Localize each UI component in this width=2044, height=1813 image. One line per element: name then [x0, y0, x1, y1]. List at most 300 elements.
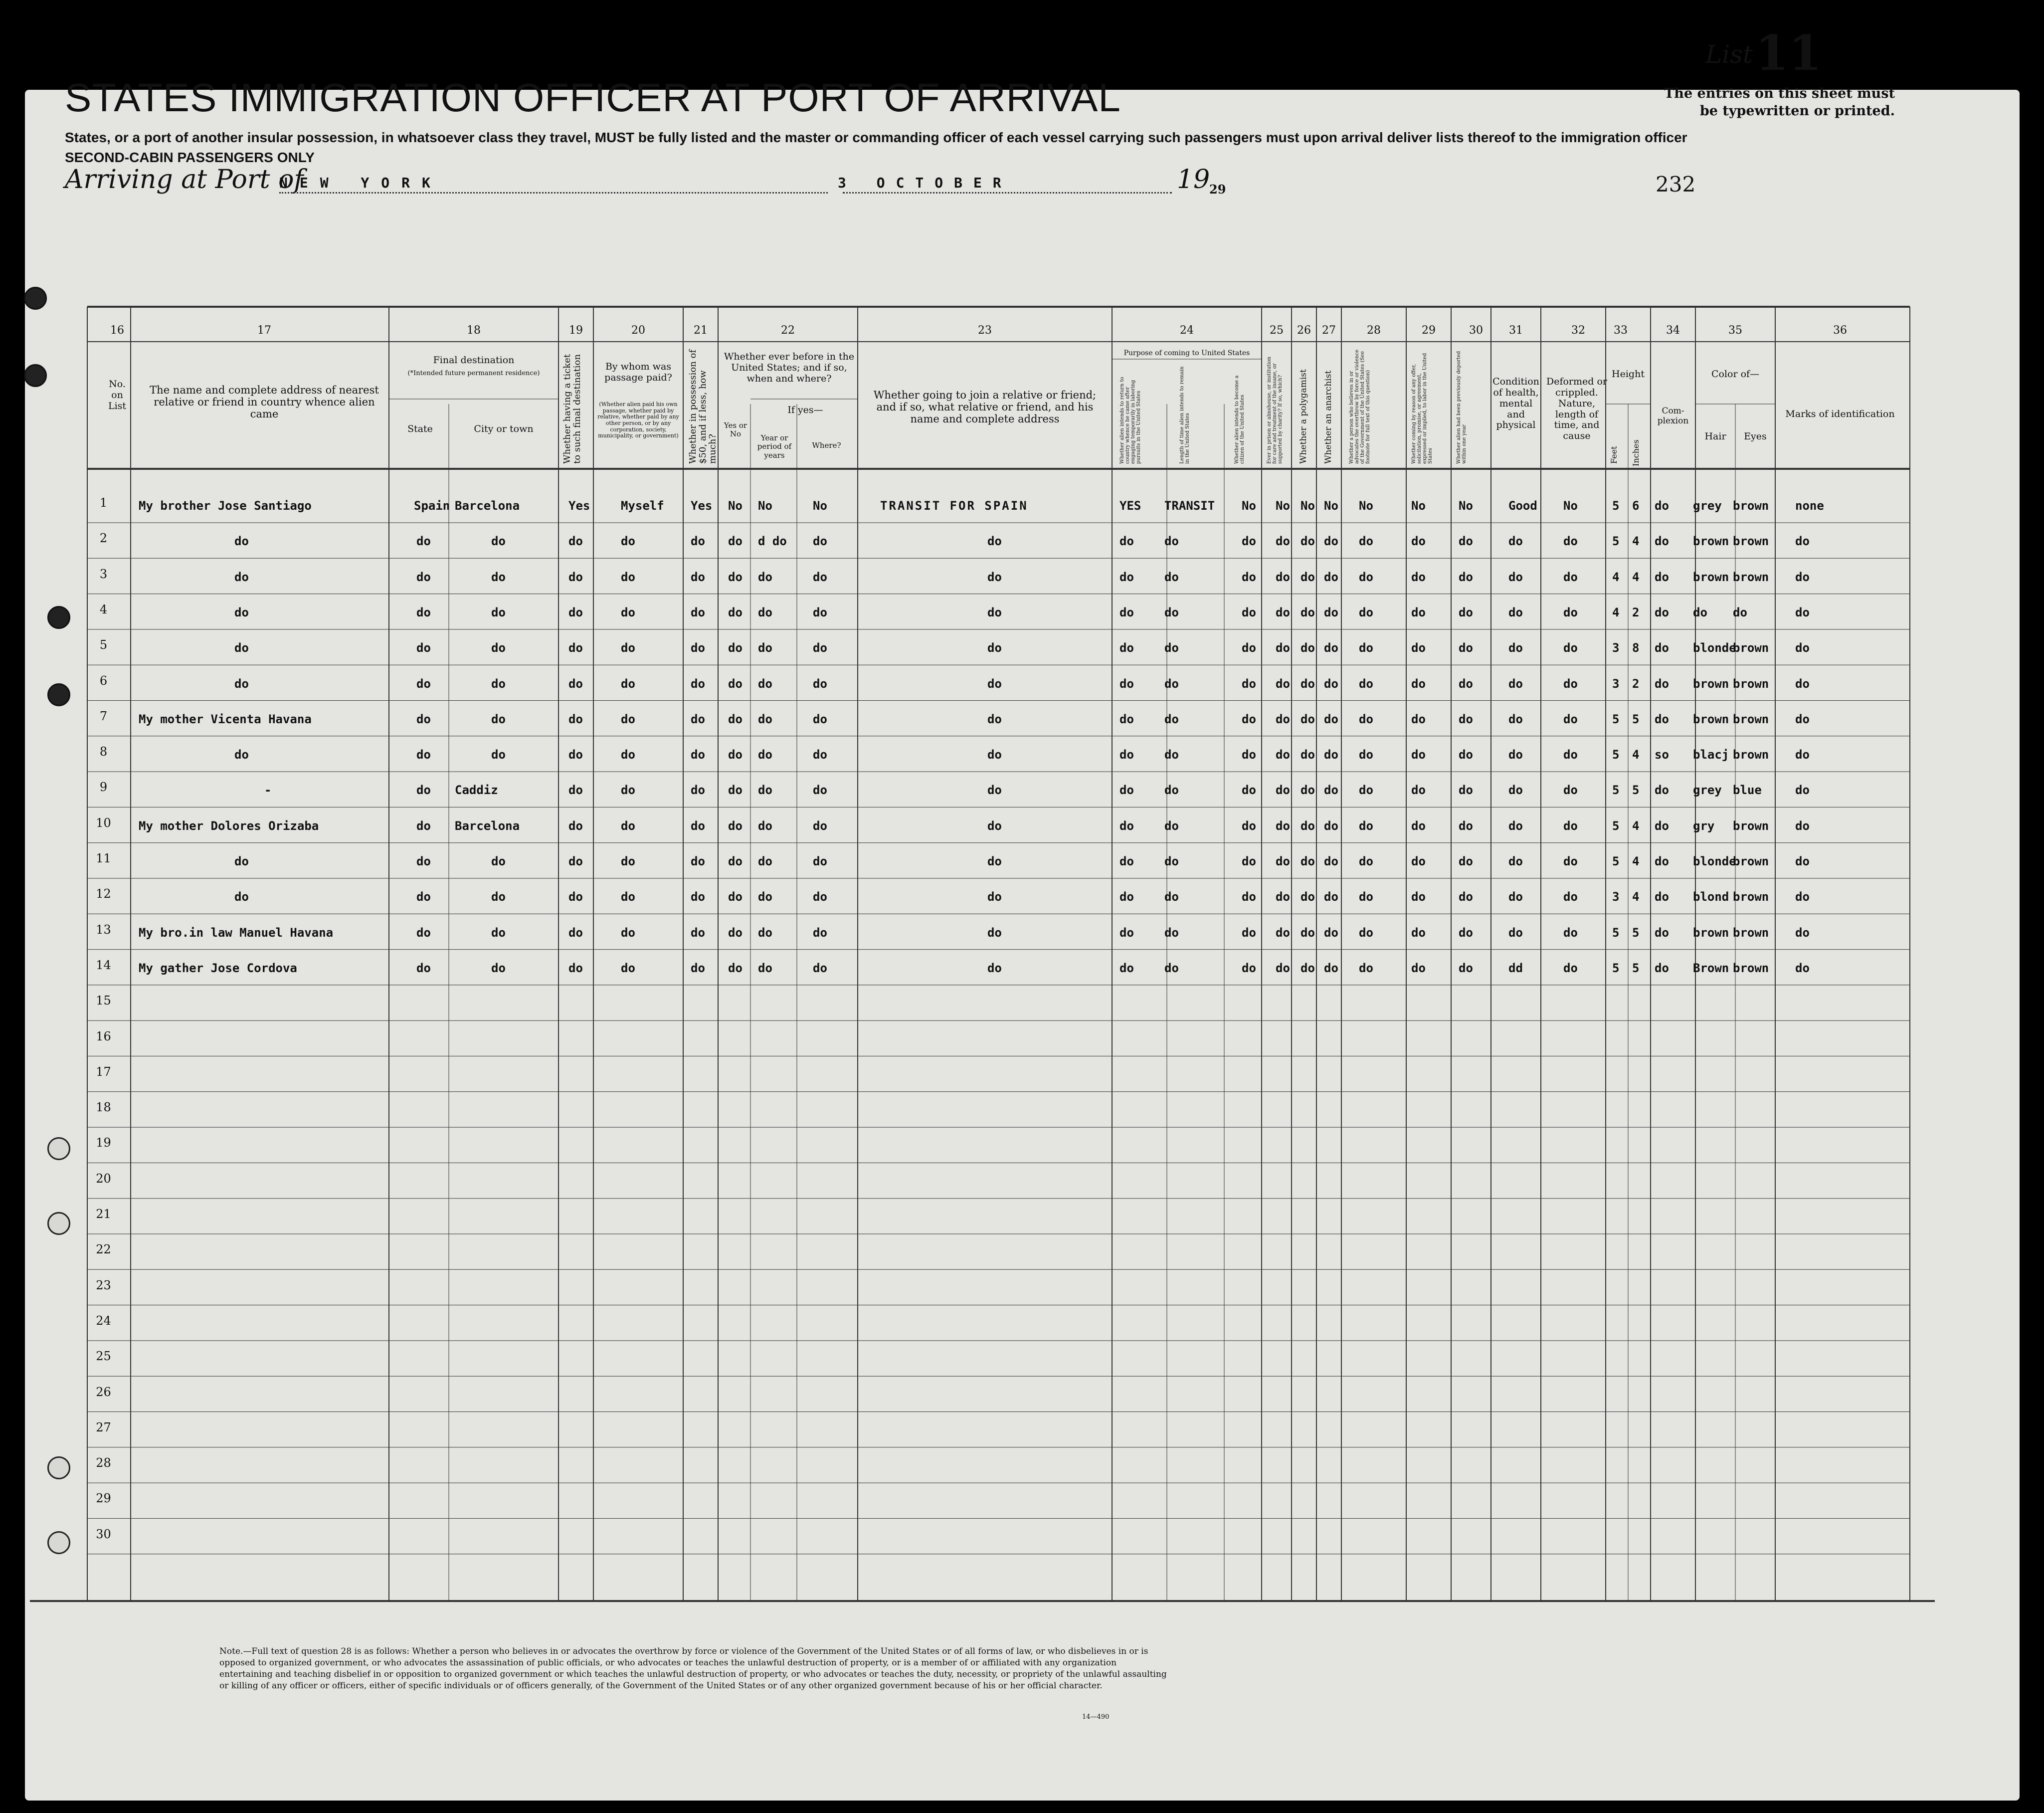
- cell-money: do: [691, 854, 705, 868]
- cell-city: Barcelona: [455, 499, 520, 513]
- cell-prison: do: [1276, 712, 1290, 726]
- cell-comp: do: [1655, 499, 1669, 513]
- header-eyes: Eyes: [1744, 431, 1767, 442]
- cell-prison: do: [1276, 925, 1290, 940]
- column-number: 17: [257, 324, 271, 337]
- cell-hair: grey: [1693, 783, 1722, 798]
- cell-rel: do: [234, 748, 249, 762]
- cell-anar: No: [1324, 499, 1338, 513]
- cell-hair: grey: [1693, 499, 1722, 513]
- cell-paid: do: [621, 854, 635, 868]
- header-complexion: Com- plexion: [1657, 406, 1689, 426]
- cell-money: do: [691, 641, 705, 655]
- cell-ft: 4: [1612, 605, 1620, 619]
- cell-q28: do: [1359, 712, 1373, 726]
- column-number: 27: [1322, 324, 1336, 337]
- cell-city: do: [491, 534, 506, 549]
- cell-p-c: do: [1242, 676, 1256, 691]
- cell-anar: do: [1324, 925, 1338, 940]
- row-number: 13: [96, 922, 111, 937]
- row-number: 17: [96, 1064, 111, 1079]
- cell-poly: do: [1301, 925, 1315, 940]
- cell-p-a: do: [1119, 961, 1134, 975]
- cell-p-b: do: [1164, 961, 1179, 975]
- footnote: Note.—Full text of question 28 is as follows: Whether a person who believes in or advocates the overthrow by force or violence of the Government of the United States or of all forms of law, or who disbelieves in or is opposed to organized government, or who advocates the assassination of public officials, or who advocates or teaches the unlawful destruction of property, or is a member of or affiliated with any organization entertaining and teaching disbelief in or opposition to organized government or which teaches the unlawful destruction of property, or who advocates or teaches the duty, necessity, or propriety of the unlawful assaulting or killing of any officer or officers, either of specific individuals or of officers generally, of the Government of the United States or of any other organized government because of his or her official character.: [219, 1646, 1167, 1691]
- cell-comp: do: [1655, 961, 1669, 975]
- cell-state: do: [416, 534, 431, 549]
- header-nearest-relative: The name and complete address of nearest relative or friend in country whence alien came: [150, 384, 379, 420]
- cell-city: do: [491, 641, 506, 655]
- date-value: 3 OCTOBER: [838, 175, 1012, 191]
- cell-ticket: do: [568, 890, 583, 904]
- column-number: 34: [1666, 324, 1680, 337]
- cell-b-where: do: [813, 818, 827, 833]
- cell-ft: 5: [1612, 818, 1620, 833]
- cell-ft: 4: [1612, 570, 1620, 584]
- header-marks: Marks of identification: [1785, 408, 1895, 419]
- header-color-of: Color of—: [1711, 369, 1760, 380]
- cell-paid: do: [621, 783, 635, 798]
- cell-state: do: [416, 748, 431, 762]
- cell-state: do: [416, 712, 431, 726]
- cell-eyes: brown: [1733, 925, 1769, 940]
- row-number: 4: [99, 602, 108, 616]
- row-number: 5: [99, 638, 108, 652]
- cell-health: do: [1508, 890, 1523, 904]
- cell-marks: do: [1795, 890, 1810, 904]
- cell-city: do: [491, 748, 506, 762]
- cell-b-yn: do: [728, 961, 743, 975]
- cell-eyes: brown: [1733, 676, 1769, 691]
- column-number: 22: [781, 324, 795, 337]
- cell-join: do: [987, 712, 1002, 726]
- cell-p-c: do: [1242, 854, 1256, 868]
- cell-eyes: brown: [1733, 534, 1769, 549]
- cell-deformed: do: [1563, 890, 1578, 904]
- cell-city: do: [491, 570, 506, 584]
- cell-health: do: [1508, 570, 1523, 584]
- cell-health: do: [1508, 783, 1523, 798]
- cell-in: 2: [1632, 605, 1640, 619]
- cell-q30: do: [1459, 925, 1473, 940]
- cell-q30: do: [1459, 605, 1473, 619]
- cell-ticket: do: [568, 534, 583, 549]
- cell-comp: do: [1655, 890, 1669, 904]
- cell-b-yn: do: [728, 783, 743, 798]
- cell-rel: do: [234, 676, 249, 691]
- cell-city: do: [491, 890, 506, 904]
- cell-in: 5: [1632, 712, 1640, 726]
- cell-paid: do: [621, 818, 635, 833]
- cell-p-a: do: [1119, 890, 1134, 904]
- cell-paid: do: [621, 676, 635, 691]
- cell-rel: do: [234, 605, 249, 619]
- column-number: 32: [1571, 324, 1585, 337]
- cell-rel: do: [234, 890, 249, 904]
- cell-p-a: do: [1119, 570, 1134, 584]
- cell-p-c: do: [1242, 818, 1256, 833]
- cell-ticket: do: [568, 818, 583, 833]
- cell-ticket: do: [568, 961, 583, 975]
- cell-rel: My brother Jose Santiago: [139, 499, 312, 513]
- cell-q30: No: [1459, 499, 1473, 513]
- cell-eyes: brown: [1733, 641, 1769, 655]
- cell-anar: do: [1324, 748, 1338, 762]
- cell-q30: do: [1459, 890, 1473, 904]
- cell-anar: do: [1324, 783, 1338, 798]
- cell-q30: do: [1459, 961, 1473, 975]
- cell-rel: My mother Vicenta Havana: [139, 712, 312, 726]
- cell-money: do: [691, 605, 705, 619]
- cell-ft: 3: [1612, 641, 1620, 655]
- cell-p-b: do: [1164, 890, 1179, 904]
- cell-rel: do: [234, 854, 249, 868]
- column-number: 35: [1728, 324, 1742, 337]
- cell-hair: do: [1693, 605, 1707, 619]
- column-number: 19: [569, 324, 583, 337]
- cell-join: do: [987, 676, 1002, 691]
- row-number: 12: [96, 887, 111, 901]
- column-number: 33: [1614, 324, 1628, 337]
- cell-ticket: do: [568, 676, 583, 691]
- cell-b-yr: do: [758, 890, 772, 904]
- cell-paid: do: [621, 605, 635, 619]
- cell-paid: do: [621, 748, 635, 762]
- cell-in: 5: [1632, 783, 1640, 798]
- cell-b-yn: do: [728, 854, 743, 868]
- cell-health: do: [1508, 641, 1523, 655]
- header-purpose: Purpose of coming to United States: [1123, 349, 1250, 357]
- cell-ft: 3: [1612, 676, 1620, 691]
- cell-paid: Myself: [621, 499, 664, 513]
- row-number: 8: [99, 745, 108, 759]
- cell-deformed: do: [1563, 818, 1578, 833]
- cell-eyes: brown: [1733, 818, 1769, 833]
- cell-city: do: [491, 605, 506, 619]
- header-yes-no: Yes or No: [724, 421, 747, 439]
- cell-city: Caddiz: [455, 783, 498, 798]
- cell-b-where: do: [813, 925, 827, 940]
- header-final-destination: Final destination: [433, 355, 515, 366]
- cell-ft: 5: [1612, 783, 1620, 798]
- row-number: 26: [96, 1385, 111, 1399]
- cell-anar: do: [1324, 676, 1338, 691]
- cell-poly: do: [1301, 818, 1315, 833]
- header-q30: Whether alien had been previously deported within one year: [1456, 351, 1467, 464]
- cell-in: 4: [1632, 534, 1640, 549]
- column-number: 25: [1270, 324, 1284, 337]
- cell-deformed: do: [1563, 570, 1578, 584]
- cell-state: do: [416, 961, 431, 975]
- cell-b-yr: do: [758, 641, 772, 655]
- header-prison: Ever in prison or almshouse, or institution for care and treatment of the insane, or supported by charity? If so, which?: [1267, 357, 1283, 464]
- header-hair: Hair: [1704, 431, 1726, 442]
- cell-p-a: do: [1119, 748, 1134, 762]
- cell-paid: do: [621, 961, 635, 975]
- row-number: 2: [99, 531, 108, 546]
- header-join-relative: Whether going to join a relative or friend; and if so, what relative or friend, and his name and complete address: [873, 389, 1097, 425]
- header-final-destination-note: (*Intended future permanent residence): [407, 370, 540, 377]
- cell-ticket: do: [568, 925, 583, 940]
- cell-join: do: [987, 534, 1002, 549]
- cell-p-a: YES: [1119, 499, 1141, 513]
- cell-q30: do: [1459, 534, 1473, 549]
- cell-ft: 5: [1612, 961, 1620, 975]
- row-number: 30: [96, 1527, 111, 1541]
- cell-p-b: do: [1164, 748, 1179, 762]
- arriving-label: Arriving at Port of: [65, 165, 304, 195]
- cell-q29: do: [1411, 748, 1426, 762]
- cell-in: 4: [1632, 854, 1640, 868]
- cell-deformed: do: [1563, 925, 1578, 940]
- cell-p-c: do: [1242, 570, 1256, 584]
- cell-q30: do: [1459, 783, 1473, 798]
- cell-p-b: TRANSIT: [1164, 499, 1215, 513]
- cell-p-c: do: [1242, 890, 1256, 904]
- cell-in: 8: [1632, 641, 1640, 655]
- cell-q28: do: [1359, 676, 1373, 691]
- cell-ft: 5: [1612, 499, 1620, 513]
- column-number: 31: [1509, 324, 1523, 337]
- cell-state: do: [416, 783, 431, 798]
- cell-join: do: [987, 641, 1002, 655]
- cell-p-a: do: [1119, 605, 1134, 619]
- cell-p-c: do: [1242, 534, 1256, 549]
- cell-rel: My mother Dolores Orizaba: [139, 818, 319, 833]
- cell-q28: do: [1359, 748, 1373, 762]
- column-number: 18: [467, 324, 481, 337]
- list-label: List: [1705, 40, 1753, 69]
- row-number: 16: [96, 1029, 111, 1043]
- column-number: 36: [1833, 324, 1847, 337]
- cell-join: do: [987, 818, 1002, 833]
- cell-prison: do: [1276, 570, 1290, 584]
- header-passage-paid: By whom was passage paid?: [604, 361, 672, 383]
- cell-city: do: [491, 712, 506, 726]
- cell-eyes: brown: [1733, 961, 1769, 975]
- cell-in: 4: [1632, 570, 1640, 584]
- cell-marks: do: [1795, 712, 1810, 726]
- cell-anar: do: [1324, 712, 1338, 726]
- cell-join: do: [987, 854, 1002, 868]
- cell-b-yr: d do: [758, 534, 787, 549]
- cell-join: do: [987, 605, 1002, 619]
- header-if-yes: If yes—: [787, 404, 823, 415]
- cell-paid: do: [621, 712, 635, 726]
- cell-prison: do: [1276, 961, 1290, 975]
- page-title: STATES IMMIGRATION OFFICER AT PORT OF ARRIVAL: [65, 75, 1121, 120]
- row-number: 10: [96, 815, 111, 830]
- cell-q30: do: [1459, 570, 1473, 584]
- cell-deformed: do: [1563, 854, 1578, 868]
- cell-b-where: do: [813, 676, 827, 691]
- cell-b-where: do: [813, 570, 827, 584]
- cell-eyes: brown: [1733, 712, 1769, 726]
- cell-p-b: do: [1164, 712, 1179, 726]
- cell-poly: do: [1301, 534, 1315, 549]
- row-number: 28: [96, 1456, 111, 1470]
- cell-p-b: do: [1164, 925, 1179, 940]
- cell-b-yr: do: [758, 783, 772, 798]
- cell-b-where: No: [813, 499, 827, 513]
- cell-q28: do: [1359, 961, 1373, 975]
- header-q29: Whether coming by reason of any offer, solicitation, promise, or agreement, expressed or implied, to labor in the United States: [1411, 353, 1433, 464]
- cell-b-where: do: [813, 783, 827, 798]
- cell-prison: do: [1276, 605, 1290, 619]
- cell-q28: do: [1359, 925, 1373, 940]
- cell-ticket: do: [568, 605, 583, 619]
- column-number: 20: [631, 324, 645, 337]
- cell-p-b: do: [1164, 783, 1179, 798]
- cell-deformed: do: [1563, 712, 1578, 726]
- cell-deformed: do: [1563, 641, 1578, 655]
- cell-health: do: [1508, 712, 1523, 726]
- cell-eyes: brown: [1733, 499, 1769, 513]
- cell-q28: No: [1359, 499, 1373, 513]
- cell-ticket: do: [568, 570, 583, 584]
- cell-health: do: [1508, 748, 1523, 762]
- cell-deformed: do: [1563, 748, 1578, 762]
- header-passage-note: (Whether alien paid his own passage, whether paid by relative, whether paid by any other person, or by any corporation, society, municipality, or government): [597, 401, 679, 439]
- cell-p-b: do: [1164, 534, 1179, 549]
- cell-p-a: do: [1119, 676, 1134, 691]
- cell-state: do: [416, 818, 431, 833]
- header-anarchist: Whether an anarchist: [1323, 370, 1333, 464]
- cell-b-yn: do: [728, 712, 743, 726]
- cell-p-c: do: [1242, 605, 1256, 619]
- cell-ft: 5: [1612, 854, 1620, 868]
- cell-b-yn: do: [728, 818, 743, 833]
- cell-q30: do: [1459, 712, 1473, 726]
- cell-comp: do: [1655, 854, 1669, 868]
- cell-b-where: do: [813, 961, 827, 975]
- cell-p-c: No: [1242, 499, 1256, 513]
- cell-b-where: do: [813, 534, 827, 549]
- header-deformed: Deformed or crippled. Nature, length of time, and cause: [1546, 376, 1607, 442]
- cell-b-yr: do: [758, 570, 772, 584]
- cell-b-yr: do: [758, 748, 772, 762]
- cell-rel: do: [234, 534, 249, 549]
- cell-in: 4: [1632, 818, 1640, 833]
- cell-b-yr: do: [758, 676, 772, 691]
- cell-poly: No: [1301, 499, 1315, 513]
- cell-prison: do: [1276, 783, 1290, 798]
- cell-poly: do: [1301, 570, 1315, 584]
- cell-prison: do: [1276, 890, 1290, 904]
- cell-p-a: do: [1119, 854, 1134, 868]
- cell-q30: do: [1459, 748, 1473, 762]
- cell-p-b: do: [1164, 676, 1179, 691]
- cell-poly: do: [1301, 605, 1315, 619]
- cell-anar: do: [1324, 605, 1338, 619]
- column-number: 26: [1297, 324, 1311, 337]
- cell-ticket: Yes: [568, 499, 590, 513]
- cell-prison: do: [1276, 748, 1290, 762]
- cell-prison: do: [1276, 818, 1290, 833]
- cell-q30: do: [1459, 818, 1473, 833]
- row-number: 24: [96, 1313, 111, 1328]
- cell-money: do: [691, 534, 705, 549]
- column-number: 28: [1367, 324, 1381, 337]
- cell-eyes: brown: [1733, 748, 1769, 762]
- cell-state: do: [416, 641, 431, 655]
- cell-marks: do: [1795, 570, 1810, 584]
- cell-rel: -: [264, 783, 272, 798]
- cell-b-where: do: [813, 641, 827, 655]
- row-number: 29: [96, 1491, 111, 1506]
- cell-q28: do: [1359, 854, 1373, 868]
- row-number: 18: [96, 1100, 111, 1115]
- cell-hair: brown: [1693, 534, 1729, 549]
- cell-paid: do: [621, 641, 635, 655]
- cell-marks: do: [1795, 748, 1810, 762]
- year-label: 19: [1177, 165, 1210, 195]
- cell-q29: do: [1411, 783, 1426, 798]
- cell-deformed: do: [1563, 961, 1578, 975]
- column-number: 29: [1422, 324, 1436, 337]
- cell-in: 6: [1632, 499, 1640, 513]
- cell-b-where: do: [813, 890, 827, 904]
- cell-ft: 3: [1612, 890, 1620, 904]
- cell-paid: do: [621, 534, 635, 549]
- cell-q30: do: [1459, 854, 1473, 868]
- header-purpose-a: Whether alien intends to return to country whence he came after engaging temporarily in laboring pursuits in the United States: [1119, 377, 1141, 464]
- row-number: 25: [96, 1349, 111, 1364]
- cell-prison: do: [1276, 534, 1290, 549]
- cell-hair: brown: [1693, 570, 1729, 584]
- row-number: 23: [96, 1278, 111, 1292]
- cell-b-where: do: [813, 854, 827, 868]
- cell-q29: do: [1411, 534, 1426, 549]
- cell-deformed: do: [1563, 534, 1578, 549]
- cell-q28: do: [1359, 783, 1373, 798]
- header-ticket: Whether having a ticket to such final destination: [562, 354, 582, 464]
- cell-ticket: do: [568, 641, 583, 655]
- cell-comp: do: [1655, 925, 1669, 940]
- cell-b-yn: do: [728, 925, 743, 940]
- column-number: 21: [694, 324, 708, 337]
- cell-b-yn: do: [728, 890, 743, 904]
- form-number: 14—490: [1082, 1713, 1110, 1721]
- cell-state: do: [416, 570, 431, 584]
- cell-health: do: [1508, 854, 1523, 868]
- cell-health: do: [1508, 818, 1523, 833]
- cell-prison: do: [1276, 641, 1290, 655]
- cell-q29: do: [1411, 890, 1426, 904]
- cell-money: do: [691, 570, 705, 584]
- cell-hair: brown: [1693, 925, 1729, 940]
- cell-hair: gry: [1693, 818, 1715, 833]
- column-number: 16: [110, 324, 124, 337]
- cell-b-yn: do: [728, 605, 743, 619]
- cell-q29: do: [1411, 712, 1426, 726]
- cell-q29: do: [1411, 641, 1426, 655]
- cell-p-c: do: [1242, 641, 1256, 655]
- cell-join: do: [987, 890, 1002, 904]
- cell-eyes: brown: [1733, 890, 1769, 904]
- cell-join: do: [987, 783, 1002, 798]
- cell-prison: do: [1276, 676, 1290, 691]
- cell-b-yn: do: [728, 534, 743, 549]
- cell-hair: blacj: [1693, 748, 1729, 762]
- cell-health: do: [1508, 605, 1523, 619]
- cell-state: do: [416, 890, 431, 904]
- cell-city: do: [491, 854, 506, 868]
- cell-p-b: do: [1164, 605, 1179, 619]
- column-number: 30: [1469, 324, 1483, 337]
- cell-ticket: do: [568, 854, 583, 868]
- cell-p-c: do: [1242, 748, 1256, 762]
